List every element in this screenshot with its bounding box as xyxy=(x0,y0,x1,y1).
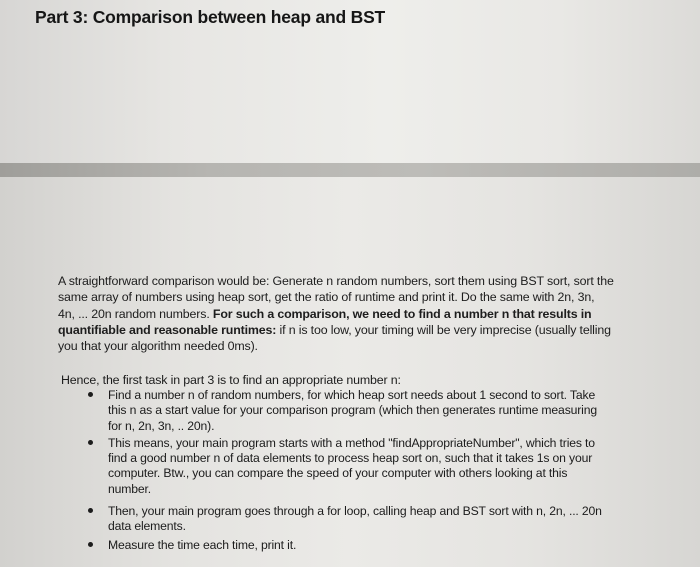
task-intro: Hence, the first task in part 3 is to find an appropriate number n: xyxy=(61,373,401,387)
bullet-icon xyxy=(88,440,93,445)
paragraph-line: same array of numbers using heap sort, get the ratio of runtime and print it. Do the same with 2n, 3n, xyxy=(58,290,595,305)
bullet-icon xyxy=(88,542,93,547)
page-title: Part 3: Comparison between heap and BST xyxy=(35,7,386,27)
paragraph-bold-text: quantifiable and reasonable runtimes: xyxy=(58,322,277,337)
list-item-line: Measure the time each time, print it. xyxy=(108,537,297,552)
list-item xyxy=(86,436,656,497)
paragraph-text: 4n, ... 20n random numbers. xyxy=(58,306,213,321)
bullet-icon xyxy=(88,392,93,397)
task-bullet-list xyxy=(86,388,656,553)
list-item xyxy=(86,504,656,535)
bullet-icon xyxy=(88,508,93,513)
paragraph-line xyxy=(58,322,658,338)
list-item xyxy=(86,388,656,434)
list-item-line: data elements. xyxy=(108,519,186,534)
list-item-line: for n, 2n, 3n, .. 20n). xyxy=(108,418,215,433)
list-item-line: This means, your main program starts with a method "findAppropriateNumber", which tries to xyxy=(108,435,595,450)
paragraph-text: if n is too low, your timing will be very imprecise (usually telling xyxy=(276,322,611,337)
header-area xyxy=(0,0,700,163)
list-item-line: Find a number n of random numbers, for which heap sort needs about 1 second to sort. Take xyxy=(108,388,596,402)
list-item-line: number. xyxy=(108,481,151,496)
paragraph-bold-text: For such a comparison, we need to find a number n that results in xyxy=(212,306,592,321)
list-item-line: find a good number n of data elements to process heap sort on, such that it takes 1s on your xyxy=(108,451,593,466)
section-divider xyxy=(0,163,700,177)
list-item-line: Then, your main program goes through a for loop, calling heap and BST sort with n, 2n, ... 20n xyxy=(108,504,602,519)
list-item xyxy=(86,538,656,553)
paragraph-line: you that your algorithm needed 0ms). xyxy=(58,339,258,354)
paragraph-line xyxy=(58,306,658,322)
list-item-line: this n as a start value for your comparison program (which then generates runtime measuring xyxy=(108,403,597,418)
list-item-line: computer. Btw., you can compare the speed of your computer with others looking at this xyxy=(108,466,568,481)
intro-paragraph xyxy=(58,273,658,354)
paragraph-line: A straightforward comparison would be: Generate n random numbers, sort them using BST sort, sort the xyxy=(58,274,614,288)
